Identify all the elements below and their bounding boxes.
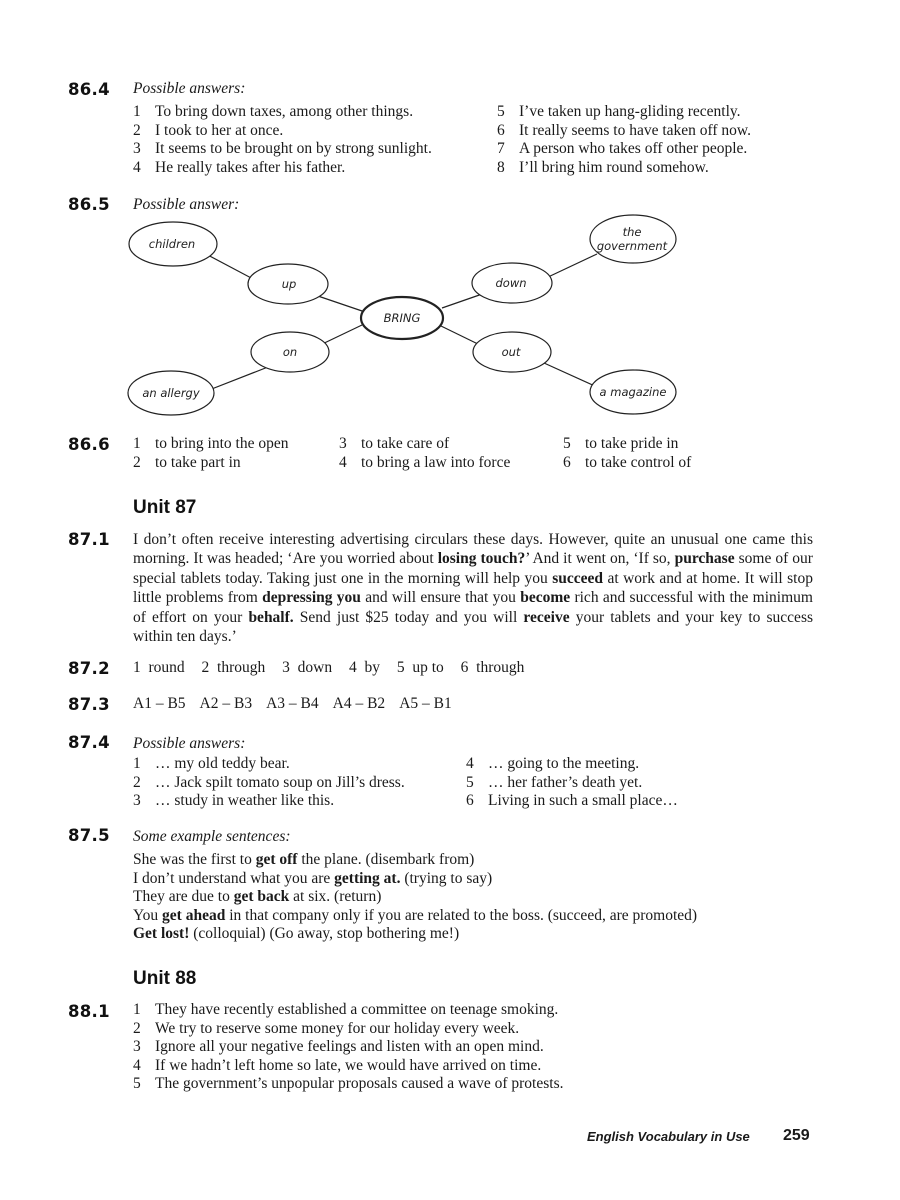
item-number: 5 bbox=[466, 773, 474, 791]
exercise-number-86-6: 86.6 bbox=[68, 435, 110, 454]
node-label-on: on bbox=[282, 345, 298, 359]
bold-phrasal-verb: get off bbox=[255, 851, 298, 868]
answer-item bbox=[282, 659, 332, 676]
exercise-86-5-heading: Possible answer: bbox=[133, 196, 240, 213]
exercise-86-6-col-2 bbox=[339, 435, 510, 472]
exercise-86-4-heading: Possible answers: bbox=[133, 80, 246, 97]
text-run: your tablets and your key to success within ten days.’ bbox=[133, 608, 814, 646]
answer-item bbox=[133, 1038, 564, 1057]
node-label-bring: BRING bbox=[383, 311, 421, 325]
node-label-up: up bbox=[281, 277, 297, 291]
answer-item bbox=[133, 774, 405, 793]
text-run: You bbox=[133, 906, 163, 924]
answer-item bbox=[563, 454, 691, 473]
exercise-87-5-sentences bbox=[133, 851, 697, 944]
item-number: 3 bbox=[133, 792, 141, 809]
item-number: 2 bbox=[133, 1019, 141, 1037]
answer-item bbox=[466, 755, 678, 774]
answer-item bbox=[133, 755, 405, 774]
example-sentence bbox=[133, 907, 697, 926]
match-pair: A2 – B3 bbox=[199, 695, 253, 712]
item-text: through bbox=[476, 659, 525, 676]
line-out-magazine bbox=[544, 363, 597, 387]
bold-answer: losing touch? bbox=[437, 550, 526, 568]
example-sentence bbox=[133, 925, 697, 944]
text-run: ’ And it went on, ‘If so, bbox=[525, 550, 675, 568]
item-number: 6 bbox=[466, 792, 474, 809]
item-number: 8 bbox=[497, 158, 505, 176]
page-number: 259 bbox=[783, 1127, 810, 1144]
exercise-87-5-heading: Some example sentences: bbox=[133, 828, 291, 845]
item-text: He really takes after his father. bbox=[155, 158, 346, 176]
example-sentence bbox=[133, 870, 697, 889]
line-down-government bbox=[546, 254, 597, 278]
node-label-government: government bbox=[596, 239, 668, 253]
exercise-87-4-heading: Possible answers: bbox=[133, 735, 246, 752]
item-text: through bbox=[217, 659, 266, 676]
text-run: (colloquial) (Go away, stop bothering me!) bbox=[189, 925, 460, 942]
item-text: … study in weather like this. bbox=[155, 792, 335, 809]
word-map-diagram bbox=[0, 0, 900, 430]
exercise-number-87-4: 87.4 bbox=[68, 733, 110, 752]
item-text: I’ve taken up hang-gliding recently. bbox=[519, 103, 741, 120]
bold-phrasal-verb: get ahead bbox=[162, 906, 226, 924]
answer-item bbox=[133, 1020, 564, 1039]
answer-item bbox=[133, 659, 185, 676]
item-text: Living in such a small place… bbox=[488, 792, 678, 809]
unit-88-title: Unit 88 bbox=[133, 968, 197, 989]
bold-answer: behalf. bbox=[248, 608, 294, 626]
item-text: to bring into the open bbox=[155, 435, 289, 452]
item-text: The government’s unpopular proposals caused a wave of protests. bbox=[155, 1075, 564, 1092]
item-number: 5 bbox=[497, 103, 505, 120]
footer-book-title: English Vocabulary in Use bbox=[587, 1129, 750, 1144]
item-number: 1 bbox=[133, 659, 141, 676]
node-label-the: the bbox=[622, 225, 642, 239]
item-text: … going to the meeting. bbox=[488, 755, 640, 772]
match-pair: A3 – B4 bbox=[266, 695, 319, 712]
item-number: 1 bbox=[133, 103, 141, 120]
answer-item bbox=[133, 435, 288, 454]
text-run: at work and at home. It will stop little problems from bbox=[133, 569, 813, 607]
bold-answer: succeed bbox=[552, 569, 603, 587]
item-number: 1 bbox=[133, 1001, 141, 1018]
item-number: 7 bbox=[497, 140, 505, 157]
text-run: the plane. (disembark from) bbox=[297, 851, 475, 868]
node-label-allergy: an allergy bbox=[142, 386, 200, 400]
item-text: to take part in bbox=[155, 453, 241, 471]
item-text: It really seems to have taken off now. bbox=[519, 121, 751, 139]
bold-answer: purchase bbox=[674, 550, 735, 568]
exercise-86-6-col-3 bbox=[563, 435, 691, 472]
item-text: If we hadn’t left home so late, we would have arrived on time. bbox=[155, 1056, 542, 1074]
answer-item bbox=[133, 792, 405, 811]
item-text: To bring down taxes, among other things. bbox=[155, 103, 414, 120]
match-pair: A4 – B2 bbox=[332, 695, 386, 712]
line-bring-out bbox=[441, 326, 482, 346]
bold-answer: depressing you bbox=[262, 589, 361, 607]
answer-item bbox=[466, 774, 678, 793]
item-number: 6 bbox=[497, 121, 505, 139]
item-number: 1 bbox=[133, 755, 141, 772]
exercise-number-87-2: 87.2 bbox=[68, 659, 110, 678]
item-text: up to bbox=[412, 659, 444, 676]
item-text: … my old teddy bear. bbox=[155, 755, 290, 772]
item-text: to take control of bbox=[585, 453, 692, 471]
example-sentence bbox=[133, 888, 697, 907]
item-number: 5 bbox=[563, 435, 571, 452]
text-run: I don’t often receive interesting advertising circulars these days. However, quite an unusual one came this morning. It was headed; ‘Are you worried about bbox=[133, 531, 813, 568]
text-run: and will ensure that you bbox=[360, 589, 521, 607]
answer-item bbox=[202, 659, 266, 676]
node-label-magazine: a magazine bbox=[599, 385, 667, 399]
item-text: I took to her at once. bbox=[155, 121, 284, 139]
answer-item bbox=[339, 454, 510, 473]
item-number: 3 bbox=[339, 435, 347, 452]
text-run: in that company only if you are related to the boss. (succeed, are promoted) bbox=[225, 906, 698, 924]
exercise-87-3-answers bbox=[133, 695, 452, 714]
answer-item bbox=[397, 659, 444, 676]
text-run: They are due to bbox=[133, 888, 234, 905]
exercise-87-2-answers bbox=[133, 659, 524, 678]
item-text: It seems to be brought on by strong sunlight. bbox=[155, 140, 432, 157]
exercise-number-87-3: 87.3 bbox=[68, 695, 110, 714]
bold-phrasal-verb: Get lost! bbox=[133, 925, 190, 942]
text-run: Send just $25 today and you will bbox=[293, 608, 524, 626]
text-run: rich and successful with the minimum of effort on your bbox=[133, 589, 813, 626]
item-text: to take pride in bbox=[585, 435, 679, 452]
text-run: I don’t understand what you are bbox=[133, 869, 335, 887]
match-pair: A1 – B5 bbox=[133, 695, 186, 712]
exercise-87-1-paragraph bbox=[133, 530, 813, 646]
item-number: 3 bbox=[133, 1038, 141, 1055]
text-run: some of our special tablets today. Taking just one in the morning will help you bbox=[133, 550, 813, 587]
answer-item bbox=[133, 454, 288, 473]
line-children-up bbox=[204, 253, 255, 280]
answer-item bbox=[349, 659, 380, 676]
unit-87-title: Unit 87 bbox=[133, 497, 197, 518]
exercise-number-86-5: 86.5 bbox=[68, 195, 110, 214]
bold-phrasal-verb: get back bbox=[233, 888, 290, 905]
answer-item bbox=[466, 792, 678, 811]
item-number: 4 bbox=[339, 453, 347, 471]
item-text: by bbox=[364, 659, 380, 676]
item-text: I’ll bring him round somehow. bbox=[519, 158, 709, 176]
exercise-87-4-right-column bbox=[466, 755, 678, 811]
item-number: 4 bbox=[133, 158, 141, 176]
exercise-number-87-5: 87.5 bbox=[68, 826, 110, 845]
item-number: 2 bbox=[201, 659, 210, 676]
item-number: 3 bbox=[282, 659, 290, 676]
exercise-88-1-list bbox=[133, 1001, 564, 1094]
answer-item bbox=[461, 659, 525, 676]
item-number: 5 bbox=[133, 1075, 141, 1092]
example-sentence bbox=[133, 851, 697, 870]
text-run: She was the first to bbox=[133, 851, 256, 868]
node-label-out: out bbox=[501, 345, 521, 359]
bold-answer: receive bbox=[523, 608, 570, 626]
text-run: (trying to say) bbox=[400, 869, 493, 887]
exercise-number-86-4: 86.4 bbox=[68, 80, 110, 99]
answer-item bbox=[133, 1057, 564, 1076]
item-number: 2 bbox=[133, 773, 141, 791]
node-label-children: children bbox=[148, 237, 196, 251]
line-up-bring bbox=[315, 295, 365, 312]
bold-answer: become bbox=[520, 589, 571, 607]
answer-item bbox=[133, 1001, 564, 1020]
item-number: 4 bbox=[466, 755, 474, 772]
bold-phrasal-verb: getting at. bbox=[334, 869, 401, 887]
answer-item bbox=[133, 1075, 564, 1094]
item-number: 2 bbox=[133, 453, 141, 471]
item-text: to bring a law into force bbox=[361, 453, 511, 471]
exercise-86-6-col-1 bbox=[133, 435, 288, 472]
item-number: 4 bbox=[348, 659, 357, 676]
item-number: 6 bbox=[460, 659, 469, 676]
exercise-87-4-left-column bbox=[133, 755, 405, 811]
item-number: 2 bbox=[133, 121, 141, 139]
item-text: to take care of bbox=[361, 435, 450, 452]
item-number: 3 bbox=[133, 140, 141, 157]
item-text: … Jack spilt tomato soup on Jill’s dress. bbox=[155, 773, 405, 791]
item-text: We try to reserve some money for our holiday every week. bbox=[155, 1019, 520, 1037]
item-number: 4 bbox=[133, 1056, 141, 1074]
node-label-down: down bbox=[495, 276, 527, 290]
match-pair: A5 – B1 bbox=[399, 695, 452, 712]
item-number: 5 bbox=[396, 659, 405, 676]
exercise-number-88-1: 88.1 bbox=[68, 1002, 110, 1021]
item-text: They have recently established a committee on teenage smoking. bbox=[155, 1001, 559, 1018]
item-number: 1 bbox=[133, 435, 141, 452]
item-text: … her father’s death yet. bbox=[488, 773, 643, 791]
text-run: at six. (return) bbox=[289, 888, 382, 905]
exercise-number-87-1: 87.1 bbox=[68, 530, 110, 549]
answer-item bbox=[339, 435, 510, 454]
item-text: down bbox=[297, 659, 333, 676]
item-text: Ignore all your negative feelings and listen with an open mind. bbox=[155, 1038, 544, 1055]
item-text: round bbox=[148, 659, 185, 676]
item-number: 6 bbox=[563, 453, 571, 471]
answer-item bbox=[563, 435, 691, 454]
item-text: A person who takes off other people. bbox=[519, 140, 748, 157]
